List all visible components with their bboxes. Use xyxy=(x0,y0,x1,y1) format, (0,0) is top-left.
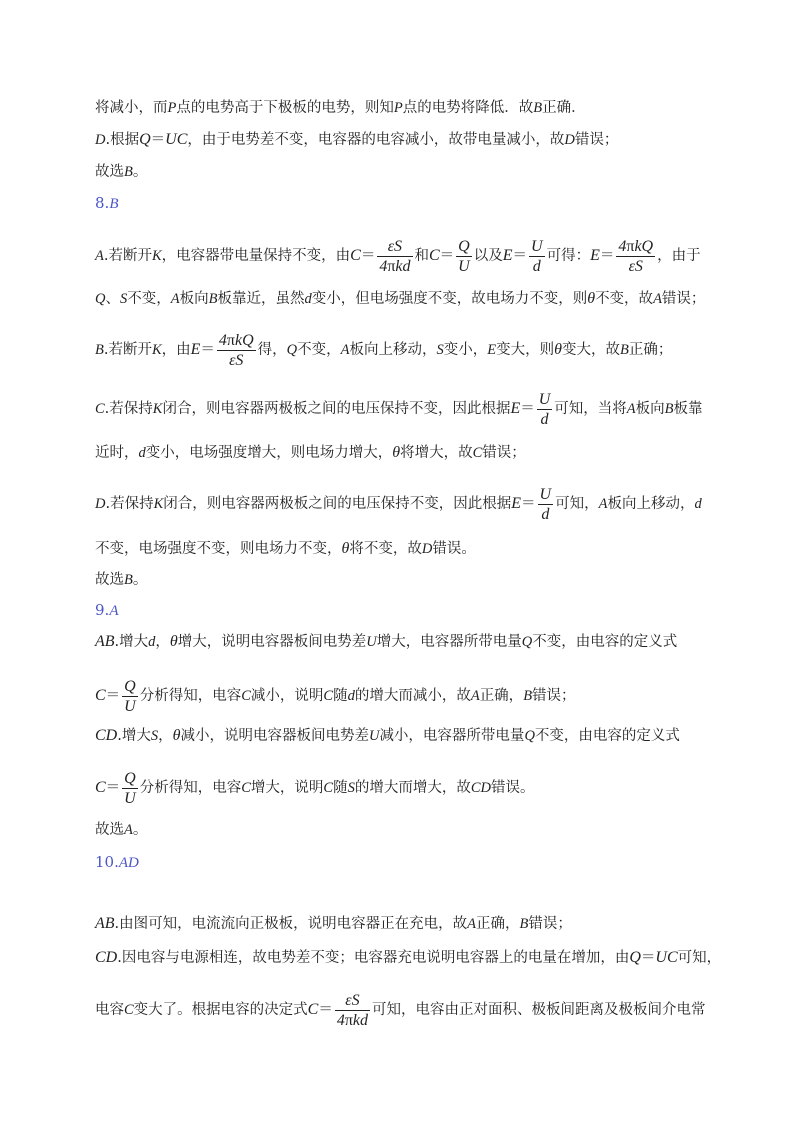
fraction: $\frac{U}{d}$ xyxy=(539,485,552,523)
fraction: $\frac{Q}{U}$ xyxy=(124,769,136,807)
text-line-8h: 故选B。 xyxy=(95,572,148,588)
text-line-8d: C.若保持K闭合，则电容器两极板之间的电压保持不变，因此根据E＝ $\frac{U}{d}$ 可知，当将A板向B板靠 xyxy=(95,390,703,428)
text-line-9b: C＝ $\frac{Q}{U}$ 分析得知，电容C减小，说明C随d的增大而减小，故A正确，B错误； xyxy=(95,677,576,715)
fraction: $\frac{U}{d}$ xyxy=(531,237,543,275)
text-line-10c: 电容C变大了。根据电容的决定式C＝ $\frac{\varepsilon S}{\text{4πkd}}$ 可知，电容由正对面积、极板间距离及极板间介电常 xyxy=(95,991,706,1029)
fraction: $\frac{Q}{U}$ xyxy=(458,237,470,275)
text-line-10a: AB.由图可知，电流流向正极板，说明电容器正在充电，故A正确，B错误； xyxy=(95,915,572,932)
fraction: $\frac{\varepsilon S}{\text{4πkd}}$ xyxy=(379,237,411,275)
text-line-3: 故选B。 xyxy=(95,164,148,180)
text-line-9c: CD.增大S，θ减小，说明电容器板间电势差U减小，电容器所带电量Q不变，由电容的定义式 xyxy=(95,727,680,744)
text-line-2: D.根据Q＝UC，由于电势差不变，电容器的电容减小，故带电量减小，故D错误； xyxy=(95,131,619,148)
text-line-9e: 故选A。 xyxy=(95,822,148,838)
fraction: $\frac{\varepsilon S}{\text{4πkd}}$ xyxy=(336,991,369,1029)
fraction: $\frac{U}{d}$ xyxy=(538,390,551,428)
fraction: $\frac{\text{4πkQ}}{\varepsilon S}$ xyxy=(618,237,654,275)
question-number-9: 9.A xyxy=(95,601,119,619)
question-number-8: 8.B xyxy=(95,194,119,212)
text-line-9d: C＝ $\frac{Q}{U}$ 分析得知，电容C增大，说明C随S的增大而增大，故CD错误。 xyxy=(95,769,535,807)
text-line-8e: 近时，d变小，电场强度增大，则电场力增大，θ将增大，故C错误； xyxy=(95,444,526,461)
fraction: $\frac{Q}{U}$ xyxy=(124,677,136,715)
text-line-8b: Q、S不变，A板向B板靠近，虽然d变小，但电场强度不变，故电场力不变，则θ不变，故A错误； xyxy=(95,290,706,307)
text-line-8g: 不变，电场强度不变，则电场力不变，θ将不变，故D错误。 xyxy=(95,540,476,557)
text-line-8f: D.若保持K闭合，则电容器两极板之间的电压保持不变，因此根据E＝ $\frac{U}{d}$ 可知，A板向上移动，d xyxy=(95,485,702,523)
text-line-8a: A.若断开K，电容器带电量保持不变，由C＝ $\frac{\varepsilon S}{\text{4πkd}}$ 和C＝ $\frac{Q}{U}$ 以及E＝ $\frac{U}{d}$ 可得：E＝ $\frac{\text{4πkQ}}{\varepsilon S}$ ，由于 xyxy=(95,237,701,275)
text-line-9a: AB.增大d，θ增大，说明电容器板间电势差U增大，电容器所带电量Q不变，由电容的定义式 xyxy=(95,633,678,650)
question-number-10: 10.AD xyxy=(95,853,139,871)
text-line-1: 将减小，而P点的电势高于下极板的电势，则知P点的电势将降低．故B正确． xyxy=(95,100,586,116)
fraction: $\frac{\text{4πkQ}}{\varepsilon S}$ xyxy=(218,331,254,369)
text-line-10b: CD.因电容与电源相连，故电势差不变；电容器充电说明电容器上的电量在增加，由Q＝UC可知， xyxy=(95,949,722,966)
text-line-8c: B.若断开K，由E＝ $\frac{\text{4πkQ}}{\varepsilon S}$ 得，Q不变，A板向上移动，S变小，E变大，则θ变大，故B正确； xyxy=(95,331,673,369)
